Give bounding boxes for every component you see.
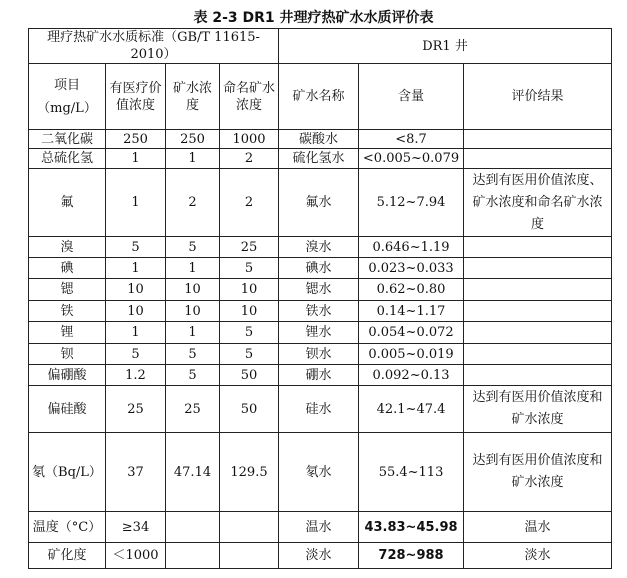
cell-item: 钡 xyxy=(29,344,106,365)
cell-mineral xyxy=(166,512,220,543)
well-header: DR1 井 xyxy=(279,29,612,64)
cell-named: 129.5 xyxy=(220,433,279,512)
cell-named: 2 xyxy=(220,169,279,237)
cell-water-name: 溴水 xyxy=(279,237,359,258)
cell-item: 锂 xyxy=(29,322,106,344)
cell-item: 氡（Bq/L） xyxy=(29,433,106,512)
cell-medical: 25 xyxy=(106,386,166,433)
cell-medical: 10 xyxy=(106,279,166,301)
cell-item: 氟 xyxy=(29,169,106,237)
mineral-header: 矿水浓度 xyxy=(166,64,220,130)
table-row xyxy=(29,386,612,433)
cell-mineral xyxy=(166,543,220,569)
cell-content: 5.12~7.94 xyxy=(359,169,464,237)
cell-result: 达到有医用价值浓度和矿水浓度 xyxy=(464,433,612,512)
table-row xyxy=(29,130,612,149)
named-header: 命名矿水浓度 xyxy=(220,64,279,130)
table-row xyxy=(29,301,612,322)
header-row-2 xyxy=(29,64,612,130)
cell-content: 0.054~0.072 xyxy=(359,322,464,344)
cell-named: 1000 xyxy=(220,130,279,149)
cell-mineral: 5 xyxy=(166,344,220,365)
cell-water-name: 锂水 xyxy=(279,322,359,344)
cell-result xyxy=(464,344,612,365)
table-row xyxy=(29,169,612,237)
cell-result xyxy=(464,130,612,149)
cell-content: <0.005~0.079 xyxy=(359,149,464,169)
item-header-label: 项目 xyxy=(53,77,80,93)
item-header xyxy=(29,64,106,130)
table-row xyxy=(29,433,612,512)
table-row xyxy=(29,344,612,365)
cell-named: 5 xyxy=(220,322,279,344)
cell-item: 碘 xyxy=(29,258,106,279)
cell-mineral: 2 xyxy=(166,169,220,237)
table-row xyxy=(29,237,612,258)
cell-item: 偏硼酸 xyxy=(29,365,106,386)
cell-named: 5 xyxy=(220,344,279,365)
cell-item: 矿化度 xyxy=(29,543,106,569)
cell-content: 42.1~47.4 xyxy=(359,386,464,433)
cell-content: 55.4~113 xyxy=(359,433,464,512)
cell-mineral: 47.14 xyxy=(166,433,220,512)
cell-medical: ≥34 xyxy=(106,512,166,543)
medical-header: 有医疗价值浓度 xyxy=(106,64,166,130)
table-caption: 表 2-3 DR1 井理疗热矿水水质评价表 xyxy=(193,10,434,26)
standard-header: 理疗热矿水水质标准（GB/T 11615-2010） xyxy=(29,29,279,64)
cell-item: 总硫化氢 xyxy=(29,149,106,169)
cell-medical: 1.2 xyxy=(106,365,166,386)
item-header-unit: （mg/L） xyxy=(37,100,97,116)
cell-mineral: 10 xyxy=(166,301,220,322)
header-row-1 xyxy=(29,29,612,64)
cell-medical: 250 xyxy=(106,130,166,149)
cell-medical: 5 xyxy=(106,237,166,258)
cell-content: 728~988 xyxy=(359,543,464,569)
cell-result: 淡水 xyxy=(464,543,612,569)
cell-named: 10 xyxy=(220,301,279,322)
cell-water-name: 碘水 xyxy=(279,258,359,279)
cell-water-name: 铁水 xyxy=(279,301,359,322)
cell-water-name: 温水 xyxy=(279,512,359,543)
cell-mineral: 10 xyxy=(166,279,220,301)
water-name-header: 矿水名称 xyxy=(279,64,359,130)
cell-content: 0.646~1.19 xyxy=(359,237,464,258)
cell-item: 铁 xyxy=(29,301,106,322)
cell-water-name: 钡水 xyxy=(279,344,359,365)
table-row xyxy=(29,279,612,301)
cell-content: 0.005~0.019 xyxy=(359,344,464,365)
cell-mineral: 25 xyxy=(166,386,220,433)
cell-medical: 1 xyxy=(106,258,166,279)
cell-named: 50 xyxy=(220,365,279,386)
cell-water-name: 硫化氢水 xyxy=(279,149,359,169)
cell-result: 达到有医用价值浓度、矿水浓度和命名矿水浓度 xyxy=(464,169,612,237)
cell-item: 二氧化碳 xyxy=(29,130,106,149)
cell-medical: 37 xyxy=(106,433,166,512)
cell-item: 锶 xyxy=(29,279,106,301)
cell-mineral: 1 xyxy=(166,149,220,169)
cell-medical: 1 xyxy=(106,149,166,169)
cell-named: 50 xyxy=(220,386,279,433)
cell-water-name: 碳酸水 xyxy=(279,130,359,149)
cell-mineral: 250 xyxy=(166,130,220,149)
cell-content: 0.092~0.13 xyxy=(359,365,464,386)
table-row xyxy=(29,512,612,543)
content-header: 含量 xyxy=(359,64,464,130)
cell-named: 2 xyxy=(220,149,279,169)
cell-item: 温度（°C） xyxy=(29,512,106,543)
cell-water-name: 硅水 xyxy=(279,386,359,433)
cell-result: 达到有医用价值浓度和矿水浓度 xyxy=(464,386,612,433)
cell-medical: ＜1000 xyxy=(106,543,166,569)
cell-result xyxy=(464,258,612,279)
cell-content: 0.62~0.80 xyxy=(359,279,464,301)
cell-medical: 1 xyxy=(106,322,166,344)
cell-result xyxy=(464,279,612,301)
cell-content: 0.023~0.033 xyxy=(359,258,464,279)
cell-medical: 10 xyxy=(106,301,166,322)
cell-result xyxy=(464,149,612,169)
cell-mineral: 1 xyxy=(166,322,220,344)
cell-water-name: 锶水 xyxy=(279,279,359,301)
cell-content: <8.7 xyxy=(359,130,464,149)
cell-mineral: 5 xyxy=(166,237,220,258)
cell-named xyxy=(220,543,279,569)
cell-result xyxy=(464,365,612,386)
cell-water-name: 硼水 xyxy=(279,365,359,386)
cell-medical: 5 xyxy=(106,344,166,365)
cell-result: 温水 xyxy=(464,512,612,543)
table-row xyxy=(29,258,612,279)
cell-result xyxy=(464,237,612,258)
cell-water-name: 氟水 xyxy=(279,169,359,237)
table-row xyxy=(29,365,612,386)
water-quality-table xyxy=(28,28,612,569)
cell-named: 25 xyxy=(220,237,279,258)
cell-result xyxy=(464,322,612,344)
cell-named: 10 xyxy=(220,279,279,301)
cell-content: 0.14~1.17 xyxy=(359,301,464,322)
cell-content: 43.83~45.98 xyxy=(359,512,464,543)
result-header: 评价结果 xyxy=(464,64,612,130)
cell-mineral: 1 xyxy=(166,258,220,279)
table-row xyxy=(29,322,612,344)
cell-named: 5 xyxy=(220,258,279,279)
cell-medical: 1 xyxy=(106,169,166,237)
cell-named xyxy=(220,512,279,543)
cell-mineral: 5 xyxy=(166,365,220,386)
cell-item: 偏硅酸 xyxy=(29,386,106,433)
cell-item: 溴 xyxy=(29,237,106,258)
cell-result xyxy=(464,301,612,322)
table-row xyxy=(29,149,612,169)
cell-water-name: 淡水 xyxy=(279,543,359,569)
table-row xyxy=(29,543,612,569)
cell-water-name: 氡水 xyxy=(279,433,359,512)
